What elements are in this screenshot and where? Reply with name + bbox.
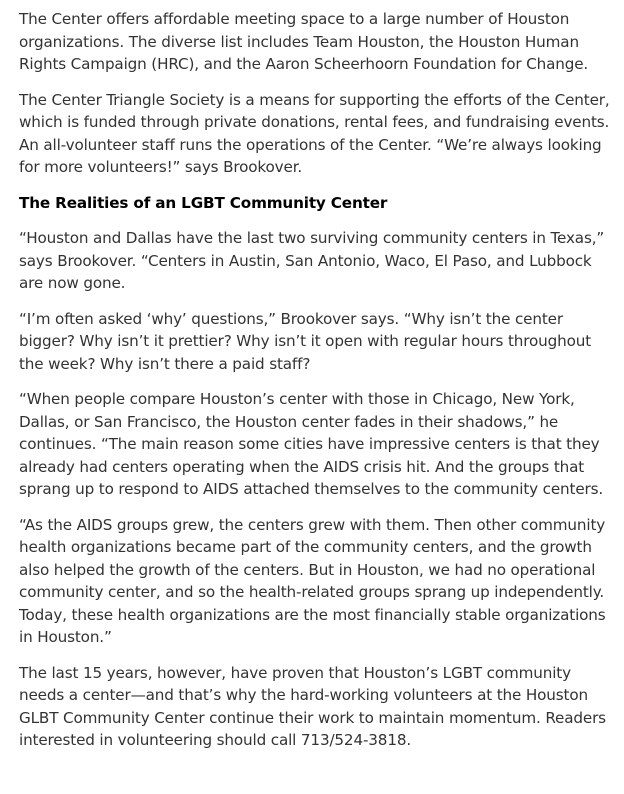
paragraph-why-questions: “I’m often asked ‘why’ questions,” Brookover says. “Why isn’t the center bigger? Why isn’t it prettier? Why isn’t it open with regular hours throughout the week? Why isn’t there a paid staff? [19, 309, 592, 373]
paragraph-volunteer-call: The last 15 years, however, have proven that Houston’s LGBT community needs a center—and that’s why the hard-working volunteers at the Houston GLBT Community Center continue their work to maintain momentum. Readers interested in volunteering should call 713/524-3818. [19, 663, 606, 749]
paragraph-meeting-space: The Center offers affordable meeting space to a large number of Houston organizations. The diverse list includes Team Houston, the Houston Human Rights Campaign (HRC), and the Aaron Scheerhoorn Foundation for Change. [19, 10, 589, 73]
paragraph-triangle-society: The Center Triangle Society is a means for supporting the efforts of the Center, which is funded through private donations, rental fees, and fundraising events. An all-volunteer staff runs the operations of the Center. “We’re always looking for more volunteers!” says Brookover. [19, 90, 610, 176]
section-heading: The Realities of an LGBT Community Center [19, 193, 388, 212]
paragraph-comparison: “When people compare Houston’s center with those in Chicago, New York, Dallas, or San Francisco, the Houston center fades in their shadows,” he continues. “The main reason some cities have impressive centers is that they already had centers operating when the AIDS crisis hit. And the groups that sprang up to respond to AIDS attached themselves to the community centers. [19, 390, 604, 498]
paragraph-surviving-centers: “Houston and Dallas have the last two surviving community centers in Texas,” says Brookover. “Centers in Austin, San Antonio, Waco, El Paso, and Lubbock are now gone. [19, 229, 605, 292]
paragraph-aids-groups: “As the AIDS groups grew, the centers grew with them. Then other community health organizations became part of the community centers, and the growth also helped the growth of the centers. But in Houston, we had no operational community center, and so the health-related groups sprang up independently. Today, these health organizations are the most financially stable organizations in Houston.” [19, 515, 606, 646]
